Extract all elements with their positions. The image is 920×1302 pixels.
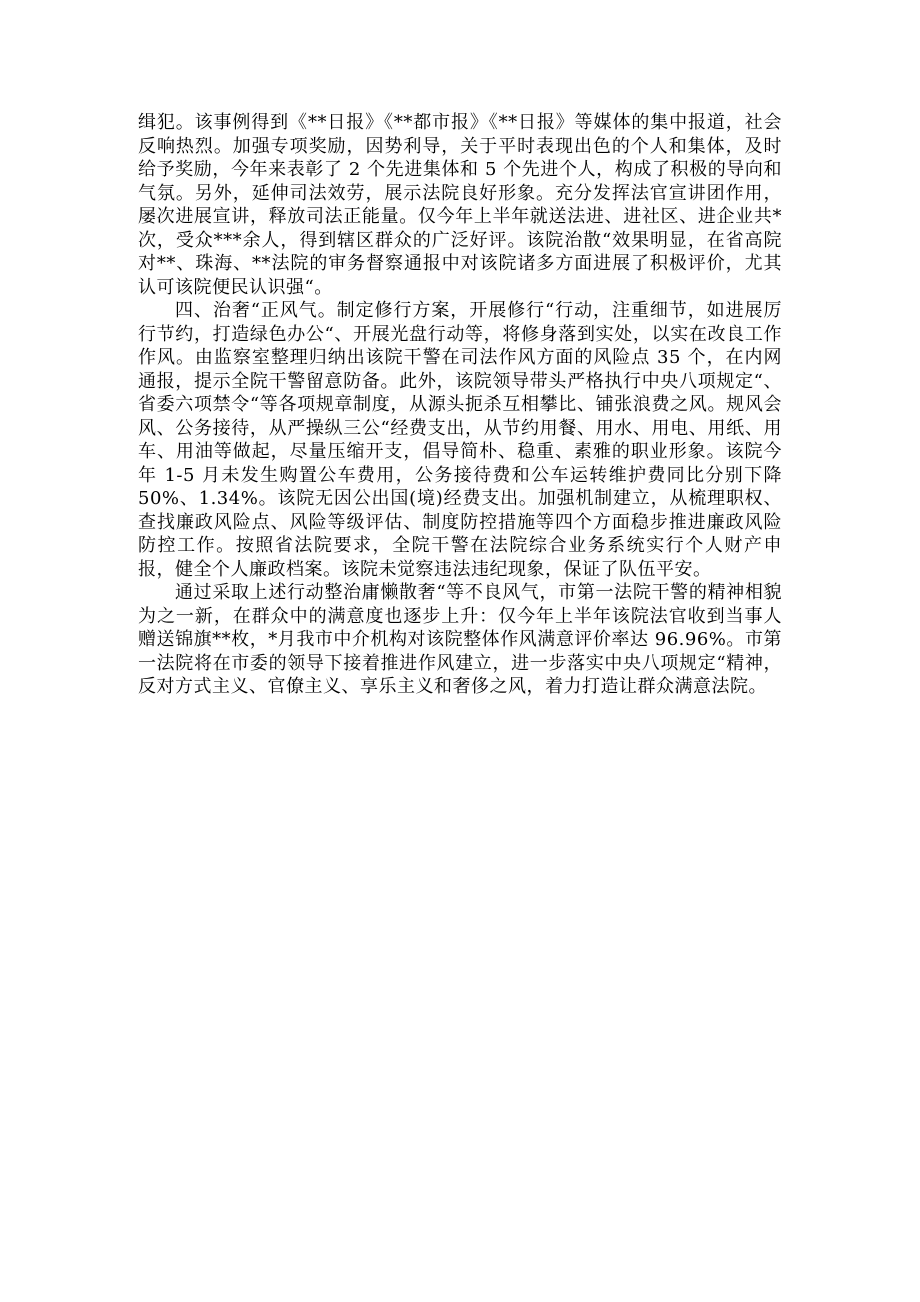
paragraph-continued: 缉犯。该事例得到《**日报》《**都市报》《**日报》等媒体的集中报道，社会反响热烈。加强专项奖励，因势利导，关于平时表现出色的个人和集体，及时给予奖励，今年来表彰了 2 个先进集体和 5 个先进个人，构成了积极的导向和气氛。另外，延伸司法效劳，展示法院良好形象。充分发挥法官宣讲团作用，屡次进展宣讲，释放司法正能量。仅今年上半年就送法进、进社区、进企业共*次，受众***余人，得到辖区群众的广泛好评。该院治散“效果明显，在省高院对**、珠海、**法院的审务督察通报中对该院诸多方面进展了积极评价，尤其认可该院便民认识强“。 — [138, 112, 782, 298]
paragraph-conclusion: 通过采取上述行动整治庸懒散奢“等不良风气，市第一法院干警的精神相貌为之一新，在群众中的满意度也逐步上升：仅今年上半年该院法官收到当事人赠送锦旗**枚，*月我市中介机构对该院整体作风满意评价率达 96.96%。市第一法院将在市委的领导下接着推进作风建立，进一步落实中央八项规定“精神，反对方式主义、官僚主义、享乐主义和奢侈之风，着力打造让群众满意法院。 — [138, 582, 782, 697]
paragraph-section-four: 四、治奢“正风气。制定修行方案，开展修行“行动，注重细节，如进展厉行节约，打造绿色办公“、开展光盘行动等，将修身落到实处，以实在改良工作作风。由监察室整理归纳出该院干警在司法作风方面的风险点 35 个，在内网通报，提示全院干警留意防备。此外，该院领导带头严格执行中央八项规定“、省委六项禁令“等各项规章制度，从源头扼杀互相攀比、铺张浪费之风。规风会风、公务接待，从严操纵三公“经费支出，从节约用餐、用水、用电、用纸、用车、用油等做起，尽量压缩开支，倡导简朴、稳重、素雅的职业形象。该院今年 1-5 月未发生购置公车费用，公务接待费和公车运转维护费同比分别下降 50%、1.34%。该院无因公出国(境)经费支出。加强机制建立，从梳理职权、查找廉政风险点、风险等级评估、制度防控措施等四个方面稳步推进廉政风险防控工作。按照省法院要求，全院干警在法院综合业务系统实行个人财产申报，健全个人廉政档案。该院未觉察违法违纪现象，保证了队伍平安。 — [138, 300, 782, 580]
document-body — [138, 111, 782, 699]
